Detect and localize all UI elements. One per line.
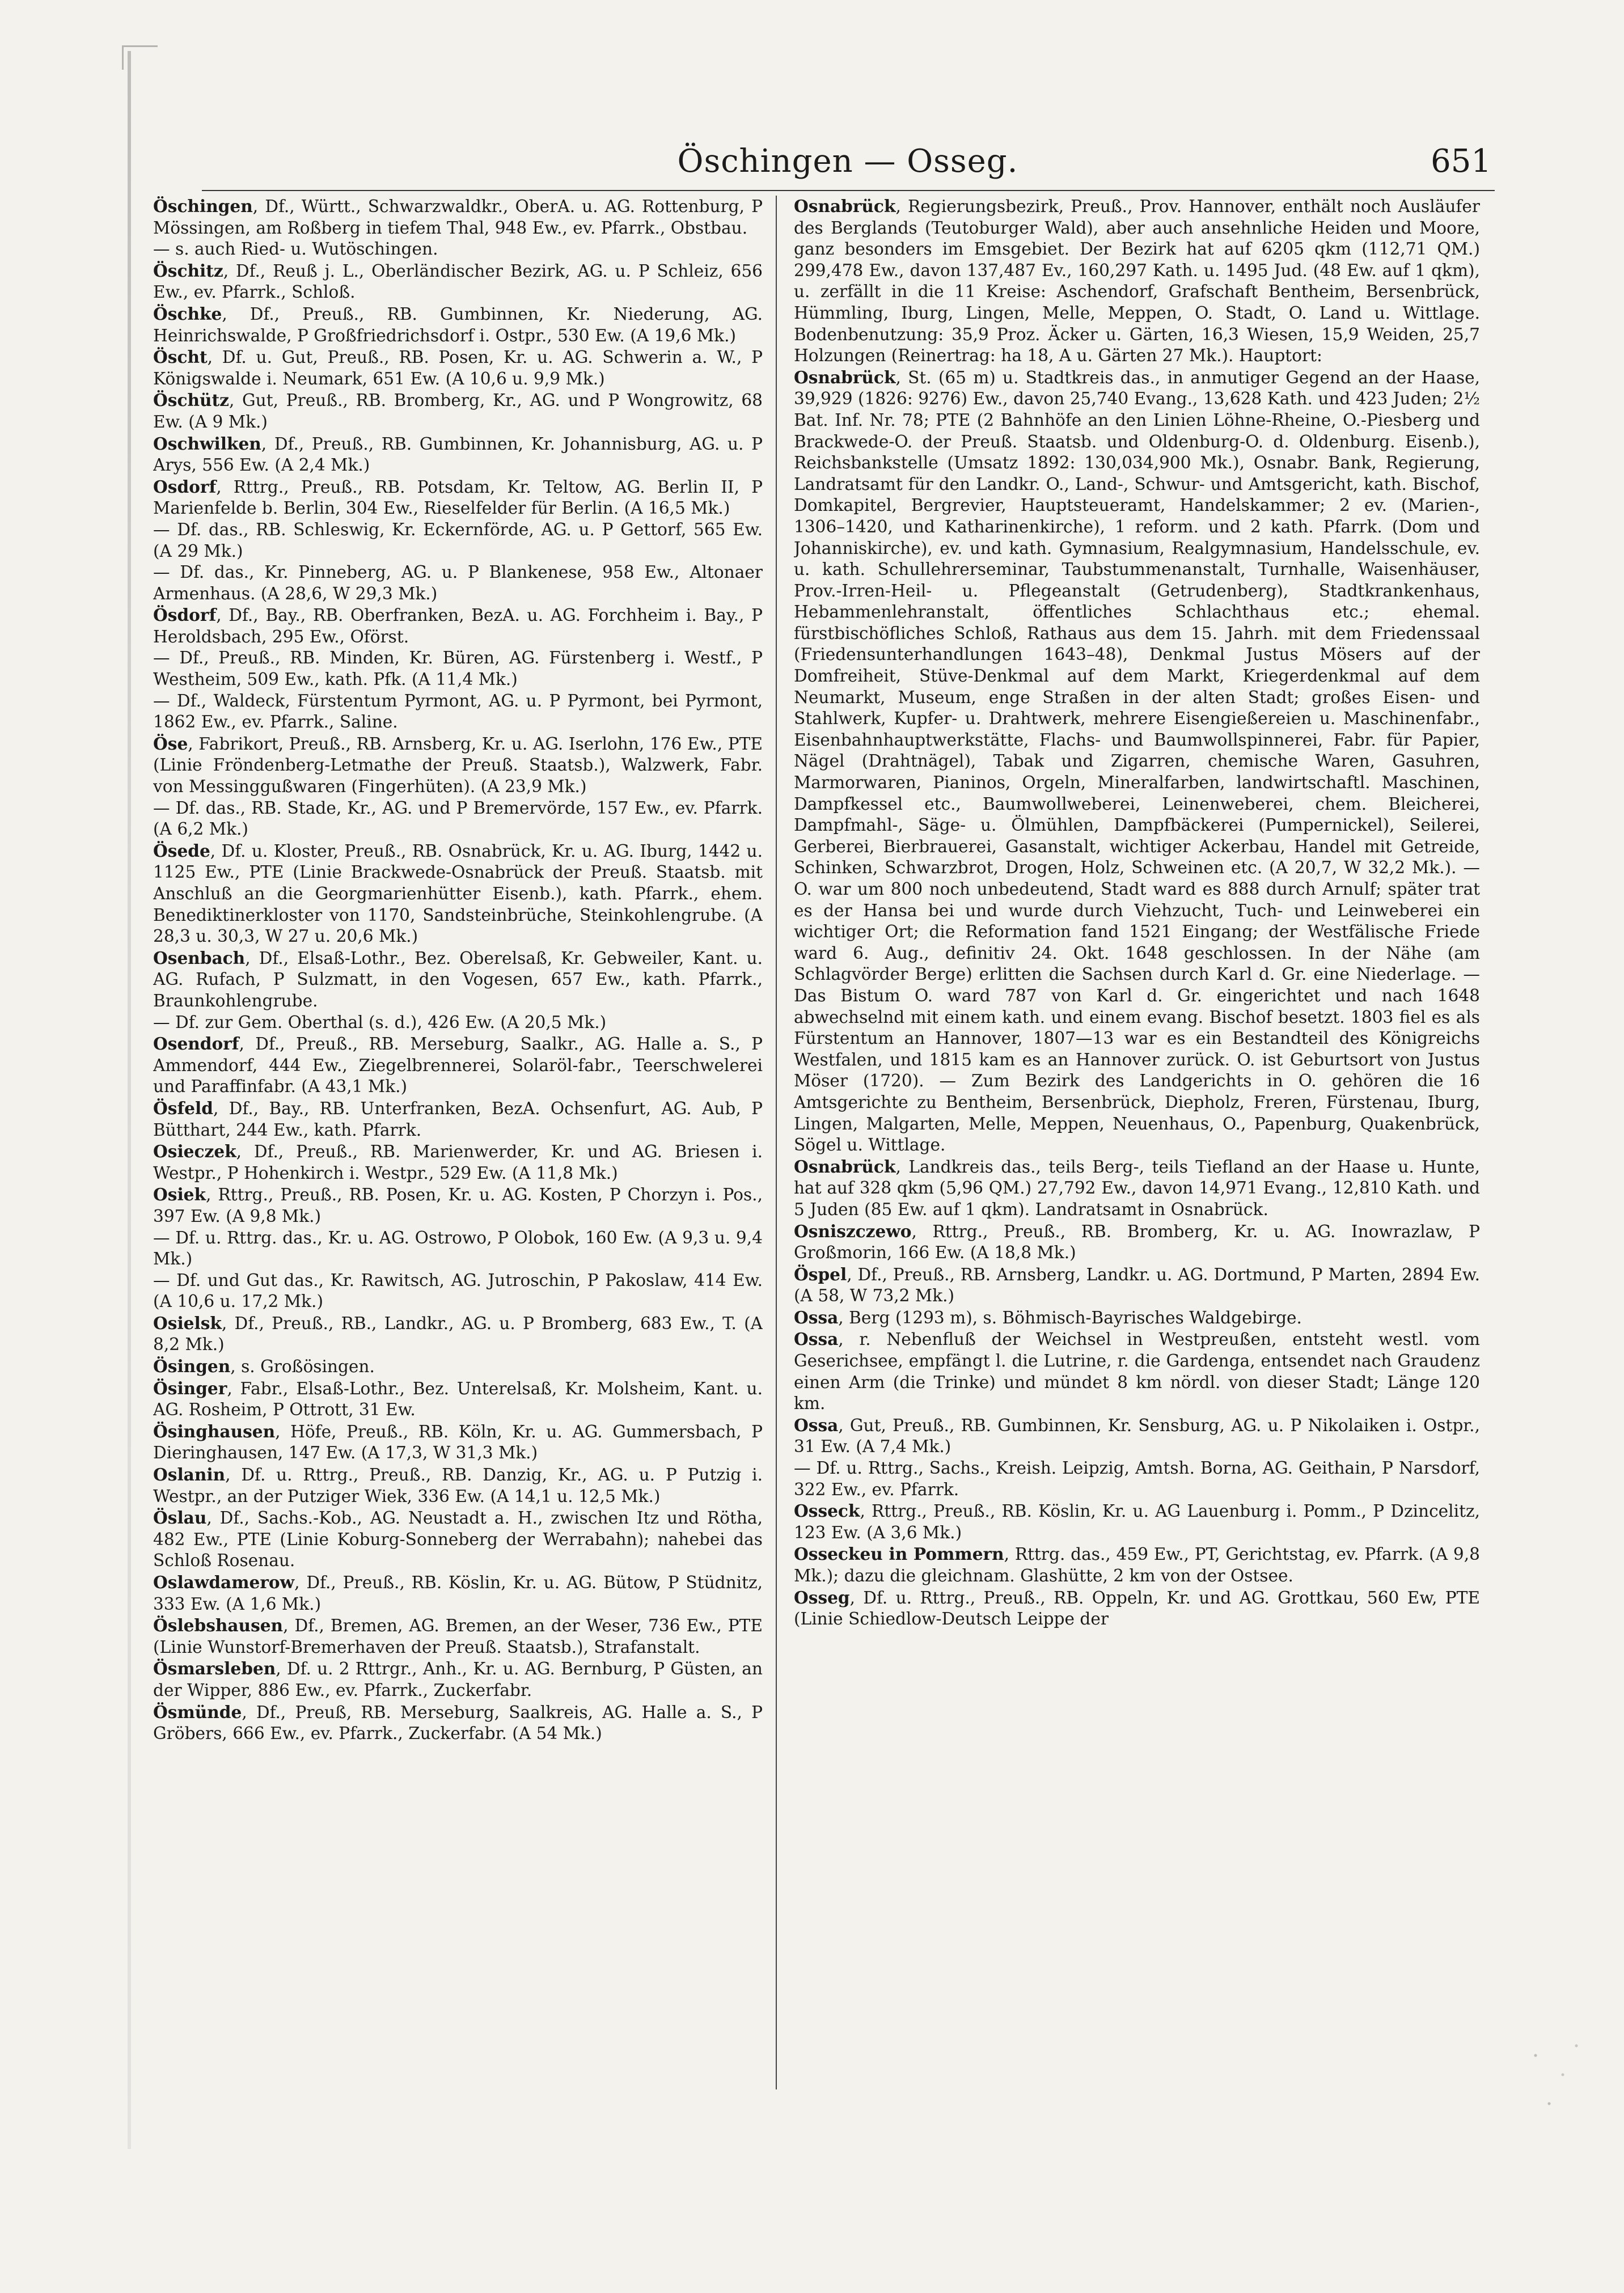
entry-headword: Öschitz xyxy=(153,260,223,281)
entry-text: Df., Preuß., RB. Marienwerder, Kr. und AG. Briesen i. Westpr., P Hohenkirch i. Westpr., 529 Ew. (A 11,8 Mk.) xyxy=(153,1142,763,1183)
entry-text: Df. u. 2 Rttrgr., Anh., Kr. u. AG. Bernburg, P Güsten, an der Wipper, 886 Ew., ev. Pfarrk., Zuckerfabr. xyxy=(153,1659,763,1700)
entry-text: Df. u. Rttrg., Preuß., RB. Danzig, Kr., AG. u. P Putzig i. Westpr., an der Putziger Wiek, 336 Ew. (A 14,1 u. 12,5 Mk.) xyxy=(153,1465,763,1506)
entry-text: Landkreis das., teils Berg-, teils Tiefland an der Haase u. Hunte, hat auf 328 qkm (5,96 QM.) 27,792 Ew., davon 14,971 Evang., 12,810 Kath. und 5 Juden (85 Ew. auf 1 qkm). Landratsamt in Osnabrück. xyxy=(794,1157,1480,1219)
entry-text: — Df. zur Gem. Oberthal (s. d.), 426 Ew. (A 20,5 Mk.) xyxy=(153,1012,607,1032)
dictionary-entry xyxy=(153,691,763,733)
entry-headword: Öspel xyxy=(794,1264,847,1284)
entry-headword: Osielsk xyxy=(153,1313,222,1333)
entry-text: Df., Preuß., RB. Gumbinnen, Kr. Johannisburg, AG. u. P Arys, 556 Ew. (A 2,4 Mk.) xyxy=(153,434,763,475)
entry-headword: Ossa xyxy=(794,1329,839,1349)
entry-headword: Osenbach xyxy=(153,947,246,968)
dictionary-entry xyxy=(153,798,763,840)
entry-headword: Ösmünde xyxy=(153,1702,242,1722)
entry-text: Df. u. Rttrg., Preuß., RB. Oppeln, Kr. und AG. Grottkau, 560 Ew, PTE (Linie Schiedlow-Deutsch Leippe der xyxy=(794,1588,1480,1629)
entry-text: — Df. und Gut das., Kr. Rawitsch, AG. Jutroschin, P Pakoslaw, 414 Ew. (A 10,6 u. 17,2 Mk.) xyxy=(153,1270,763,1312)
entry-headword: Osendorf xyxy=(153,1034,239,1054)
entry-headword: Osnabrück xyxy=(794,196,896,216)
right-column xyxy=(794,196,1480,2146)
dictionary-entry: Ösmarsleben, Df. u. 2 Rttrgr., Anh., Kr. u. AG. Bernburg, P Güsten, an der Wipper, 886 Ew., ev. Pfarrk., Zuckerfabr. xyxy=(153,1659,763,1700)
dictionary-entry: Ösinger, Fabr., Elsaß-Lothr., Bez. Unterelsaß, Kr. Molsheim, Kant. u. AG. Rosheim, P Ottrott, 31 Ew. xyxy=(153,1378,763,1420)
page-header xyxy=(204,143,1491,188)
entry-text: Df., Bay., RB. Oberfranken, BezA. u. AG. Forchheim i. Bay., P Heroldsbach, 295 Ew., Oförst. xyxy=(153,606,763,646)
entry-headword: Osniszczewo xyxy=(794,1221,912,1241)
dictionary-entry: Osnabrück, Landkreis das., teils Berg-, teils Tiefland an der Haase u. Hunte, hat auf 328 qkm (5,96 QM.) 27,792 Ew., davon 14,971 Evang., 12,810 Kath. und 5 Juden (85 Ew. auf 1 qkm). Landratsamt in Osnabrück. xyxy=(794,1156,1480,1219)
dictionary-entry: Oslanin, Df. u. Rttrg., Preuß., RB. Danzig, Kr., AG. u. P Putzig i. Westpr., an der Putziger Wiek, 336 Ew. (A 14,1 u. 12,5 Mk.) xyxy=(153,1465,763,1506)
dictionary-entry xyxy=(153,519,763,562)
entry-headword: Öse xyxy=(153,733,188,754)
entry-text: Rttrg., Preuß., RB. Köslin, Kr. u. AG Lauenburg i. Pomm., P Dzincelitz, 123 Ew. (A 3,6 Mk.) xyxy=(794,1501,1480,1542)
entry-headword: Ösfeld xyxy=(153,1098,213,1118)
entry-text: — Df. das., Kr. Pinneberg, AG. u. P Blankenese, 958 Ew., Altonaer Armenhaus. (A 28,6, W 29,3 Mk.) xyxy=(153,562,763,603)
dictionary-entry: Ossa, r. Nebenfluß der Weichsel in Westpreußen, entsteht westl. vom Geserichsee, empfängt l. die Lutrine, r. die Gardenga, entsendet nach Graudenz einen Arm (die Trinke) und mündet 8 km nördl. von dieser Stadt; Länge 120 km. xyxy=(794,1329,1480,1414)
scan-specks xyxy=(1522,2027,1590,2123)
entry-headword: Ösdorf xyxy=(153,605,217,625)
entry-headword: Osseckeu in Pommern xyxy=(794,1544,1004,1564)
entry-headword: Ösmarsleben xyxy=(153,1659,276,1679)
entry-text: Gut, Preuß., RB. Bromberg, Kr., AG. und P Wongrowitz, 68 Ew. (A 9 Mk.) xyxy=(153,391,763,431)
dictionary-entry xyxy=(153,1270,763,1313)
dictionary-entry xyxy=(153,1012,763,1034)
dictionary-entry: Oslawdamerow, Df., Preuß., RB. Köslin, Kr. u. AG. Bütow, P Stüdnitz, 333 Ew. (A 1,6 Mk.) xyxy=(153,1572,763,1614)
dictionary-entry: Ösmünde, Df., Preuß, RB. Merseburg, Saalkreis, AG. Halle a. S., P Gröbers, 666 Ew., ev. Pfarrk., Zuckerfabr. (A 54 Mk.) xyxy=(153,1702,763,1744)
entry-headword: Ösingen xyxy=(153,1356,231,1377)
entry-headword: Osiek xyxy=(153,1184,206,1205)
dictionary-entry: Osniszczewo, Rttrg., Preuß., RB. Bromberg, Kr. u. AG. Inowrazlaw, P Großmorin, 166 Ew. (A 18,8 Mk.) xyxy=(794,1221,1480,1263)
dictionary-entry: Ösfeld, Df., Bay., RB. Unterfranken, BezA. Ochsenfurt, AG. Aub, P Bütthart, 244 Ew., kath. Pfarrk. xyxy=(153,1098,763,1140)
dictionary-entry: Öse, Fabrikort, Preuß., RB. Arnsberg, Kr. u. AG. Iserlohn, 176 Ew., PTE (Linie Fröndenberg-Letmathe der Preuß. Staatsb.), Walzwerk, Fabr. von Messinggußwaren (Fingerhüten). (A 23,9 Mk.) xyxy=(153,733,763,797)
dictionary-entry: Ösdorf, Df., Bay., RB. Oberfranken, BezA. u. AG. Forchheim i. Bay., P Heroldsbach, 295 Ew., Oförst. xyxy=(153,605,763,646)
entry-text: Df., Preuß, RB. Merseburg, Saalkreis, AG. Halle a. S., P Gröbers, 666 Ew., ev. Pfarrk., Zuckerfabr. (A 54 Mk.) xyxy=(153,1702,763,1744)
entry-text: St. (65 m) u. Stadtkreis das., in anmutiger Gegend an der Haase, 39,929 (1826: 9276) Ew., davon 25,740 Evang., 13,628 Kath. und 423 Juden; 2½ Bat. Inf. Nr. 78; PTE (2 Bahnhöfe an den Linien Löhne-Rheine, O.-Piesberg und Brackwede-O. der Preuß. Staatsb. und Oldenburg-O. d. Oldenburg. Eisenb.), Reichsbankstelle (Umsatz 1892: 130,034,900 Mk.), Osnabr. Bank, Regierung, Landratsamt für den Landkr. O., Land-, Schwur- und Amtsgericht, kath. Bischof, Domkapitel, Bergrevier, Hauptsteueramt, Handelskammer; 2 ev. (Marien-, 1306–1420, und Katharinenkirche), 1 reform. und 2 kath. Pfarrk. (Dom und Johanniskirche), ev. und kath. Gymnasium, Realgymnasium, Handelsschule, ev. u. kath. Schullehrerseminar, Taubstummenanstalt, Turnhalle, Waisenhäuser, Prov.-Irren-Heil- u. Pflegeanstalt (Getrudenberg), Stadtkrankenhaus, Hebammenlehranstalt, öffentliches Schlachthaus etc.; ehemal. fürstbischöfliches Schloß, Rathaus aus dem 15. Jahrh. mit dem Friedenssaal (Friedensunterhandlungen 1643–48), Denkmal Justus Mösers auf der Domfreiheit, Stüve-Denkmal auf dem Markt, Kriegerdenkmal auf dem Neumarkt, Museum, enge Straßen in der alten Stadt; großes Eisen- und Stahlwerk, Kupfer- u. Drahtwerk, mehrere Eisengießereien u. Maschinenfabr., Eisenbahnhauptwerkstätte, Flachs- und Baumwollspinnerei, Fabr. für Papier, Nägel (Drahtnägel), Tabak und Zigarren, chemische Waren, Gasuhren, Marmorwaren, Pianinos, Orgeln, Mineralfarben, landwirtschaftl. Maschinen, Dampfkessel etc., Baumwollweberei, Leinenweberei, chem. Bleicherei, Dampfmahl-, Säge- u. Ölmühlen, Dampfbäckerei (Pumpernickel), Seilerei, Gerberei, Bierbrauerei, Gasanstalt, wichtiger Ackerbau, Handel mit Getreide, Schinken, Schwarzbrot, Drogen, Holz, Schweinen etc. (A 20,7, W 32,2 Mk.). — O. war um 800 noch unbedeutend, Stadt ward es 888 durch Arnulf; später trat es der Hansa bei und wurde durch Viehzucht, Tuch- und Leinweberei ein wichtiger Ort; die Reformation fand 1521 Eingang; der Westfälische Friede ward 6. Aug., definitiv 24. Okt. 1648 geschlossen. In der Nähe (am Schlagvörder Berge) erlitten die Sachsen durch Karl d. Gr. eine Niederlage. — Das Bistum O. ward 787 von Karl d. Gr. eingerichtet und nach 1648 abwechselnd mit einem kath. und einem evang. Bischof besetzt. 1803 fiel es als Fürstentum an Hannover, 1807—13 war es ein Bestandteil des Königreichs Westfalen, und 1815 kam es an Hannover zurück. O. ist Geburtsort von Justus Möser (1720). — Zum Bezirk des Landgerichts in O. gehören die 16 Amtsgerichte zu Bentheim, Bersenbrück, Diepholz, Freren, Fürstenau, Iburg, Lingen, Malgarten, Melle, Meppen, Neuenhaus, O., Papenburg, Quakenbrück, Sögel u. Wittlage. xyxy=(794,367,1480,1155)
dictionary-entry: Ossa, Berg (1293 m), s. Böhmisch-Bayrisches Waldgebirge. xyxy=(794,1307,1302,1327)
entry-text: Fabr., Elsaß-Lothr., Bez. Unterelsaß, Kr. Molsheim, Kant. u. AG. Rosheim, P Ottrott, 31 Ew. xyxy=(153,1378,763,1420)
entry-text: Df., Preuß., RB., Landkr., AG. u. P Bromberg, 683 Ew., T. (A 8,2 Mk.) xyxy=(153,1313,763,1355)
dictionary-entry: Öschitz, Df., Reuß j. L., Oberländischer Bezirk, AG. u. P Schleiz, 656 Ew., ev. Pfarrk., Schloß. xyxy=(153,260,763,302)
dictionary-entry: Öscht, Df. u. Gut, Preuß., RB. Posen, Kr. u. AG. Schwerin a. W., P Königswalde i. Neumark, 651 Ew. (A 10,6 u. 9,9 Mk.) xyxy=(153,347,763,388)
entry-headword: Ösinger xyxy=(153,1378,227,1398)
dictionary-entry: Osielsk, Df., Preuß., RB., Landkr., AG. u. P Bromberg, 683 Ew., T. (A 8,2 Mk.) xyxy=(153,1313,763,1355)
entry-headword: Öschingen xyxy=(153,196,253,216)
entry-text: Df., Sachs.-Kob., AG. Neustadt a. H., zwischen Itz und Rötha, 482 Ew., PTE (Linie Koburg-Sonneberg der Werrabahn); nahebei das Schloß Rosenau. xyxy=(153,1508,763,1571)
dictionary-entry: Osieczek, Df., Preuß., RB. Marienwerder, Kr. und AG. Briesen i. Westpr., P Hohenkirch i. Westpr., 529 Ew. (A 11,8 Mk.) xyxy=(153,1141,763,1183)
entry-text: Rttrg., Preuß., RB. Potsdam, Kr. Teltow, AG. Berlin II, P Marienfelde b. Berlin, 304 Ew., Rieselfelder für Berlin. (A 16,5 Mk.) xyxy=(153,477,763,518)
dictionary-entry: Öspel, Df., Preuß., RB. Arnsberg, Landkr. u. AG. Dortmund, P Marten, 2894 Ew. (A 58, W 73,2 Mk.) xyxy=(794,1264,1480,1306)
entry-text: — Df. u. Rttrg. das., Kr. u. AG. Ostrowo, P Olobok, 160 Ew. (A 9,3 u. 9,4 Mk.) xyxy=(153,1228,763,1269)
entry-text: s. Großösingen. xyxy=(241,1357,375,1377)
dictionary-entry xyxy=(153,562,763,604)
entry-headword: Osseck xyxy=(794,1501,860,1521)
entry-headword: Oschwilken xyxy=(153,433,261,454)
dictionary-entry xyxy=(153,239,763,260)
entry-headword: Osseg xyxy=(794,1587,850,1607)
dictionary-entry: Ösinghausen, Höfe, Preuß., RB. Köln, Kr. u. AG. Gummersbach, P Dieringhausen, 147 Ew. (A 17,3, W 31,3 Mk.) xyxy=(153,1421,763,1463)
binding-edge xyxy=(128,51,131,2149)
dictionary-entry: Öslebshausen, Df., Bremen, AG. Bremen, an der Weser, 736 Ew., PTE (Linie Wunstorf-Bremerhaven der Preuß. Staatsb.), Strafanstalt. xyxy=(153,1615,763,1657)
entry-text: Df., Preuß., RB. Arnsberg, Landkr. u. AG. Dortmund, P Marten, 2894 Ew. (A 58, W 73,2 Mk.) xyxy=(794,1264,1480,1306)
dictionary-entry: Osseck, Rttrg., Preuß., RB. Köslin, Kr. u. AG Lauenburg i. Pomm., P Dzincelitz, 123 Ew. (A 3,6 Mk.) xyxy=(794,1501,1480,1542)
entry-text: — Df. das., RB. Schleswig, Kr. Eckernförde, AG. u. P Gettorf, 565 Ew. (A 29 Mk.) xyxy=(153,519,763,561)
entry-headword: Osdorf xyxy=(153,476,217,497)
entry-text: Df., Württ., Schwarzwaldkr., OberA. u. AG. Rottenburg, P Mössingen, am Roßberg in tiefem Thal, 948 Ew., ev. Pfarrk., Obstbau. xyxy=(153,197,763,238)
entry-text: Df. u. Kloster, Preuß., RB. Osnabrück, Kr. u. AG. Iburg, 1442 u. 1125 Ew., PTE (Linie Brackwede-Osnabrück der Preuß. Staatsb. mit Anschluß an die Georgmarienhütter Eisenb.), kath. Pfarrk., ehem. Benediktinerkloster von 1170, Sandsteinbrüche, Steinkohlengrube. (A 28,3 u. 30,3, W 27 u. 20,6 Mk.) xyxy=(153,841,763,946)
entry-text: Fabrikort, Preuß., RB. Arnsberg, Kr. u. AG. Iserlohn, 176 Ew., PTE (Linie Fröndenberg-Letmathe der Preuß. Staatsb.), Walzwerk, Fabr. von Messinggußwaren (Fingerhüten). (A 23,9 Mk.) xyxy=(153,734,763,797)
entry-headword: Oslanin xyxy=(153,1465,226,1485)
entry-text: Df., Elsaß-Lothr., Bez. Oberelsaß, Kr. Gebweiler, Kant. u. AG. Rufach, P Sulzmatt, in den Vogesen, 657 Ew., kath. Pfarrk., Braunkohlengrube. xyxy=(153,948,763,1010)
entry-headword: Ösede xyxy=(153,840,210,861)
entry-text: Gut, Preuß., RB. Gumbinnen, Kr. Sensburg, AG. u. P Nikolaiken i. Ostpr., 31 Ew. (A 7,4 Mk.) xyxy=(794,1415,1480,1457)
entry-text: Rttrg., Preuß., RB. Posen, Kr. u. AG. Kosten, P Chorzyn i. Pos., 397 Ew. (A 9,8 Mk.) xyxy=(153,1185,763,1226)
entry-headword: Öscht xyxy=(153,347,208,367)
entry-text: Df., Preuß., RB. Köslin, Kr. u. AG. Bütow, P Stüdnitz, 333 Ew. (A 1,6 Mk.) xyxy=(153,1573,763,1614)
entry-headword: Öslau xyxy=(153,1508,207,1528)
dictionary-entry: Osiek, Rttrg., Preuß., RB. Posen, Kr. u. AG. Kosten, P Chorzyn i. Pos., 397 Ew. (A 9,8 Mk.) xyxy=(153,1184,763,1226)
entry-text: Regierungsbezirk, Preuß., Prov. Hannover, enthält noch Ausläufer des Berglands (Teutoburger Wald), aber auch ansehnliche Heiden und Moore, ganz besonders im Emsgebiet. Der Bezirk hat auf 6205 qkm (112,71 QM.) 299,478 Ew., davon 137,487 Ev., 160,297 Kath. u. 1495 Jud. (48 Ew. auf 1 qkm), u. zerfällt in die 11 Kreise: Aschendorf, Grafschaft Bentheim, Bersenbrück, Hümmling, Iburg, Lingen, Melle, Meppen, O. Stadt, O. Land u. Wittlage. Bodenbenutzung: 35,9 Proz. Äcker u. Gärten, 16,3 Wiesen, 15,9 Weiden, 25,7 Holzungen (Reinertrag: ha 18, A u. Gärten 27 Mk.). Hauptort: xyxy=(794,197,1480,366)
entry-headword: Osnabrück xyxy=(794,1156,896,1177)
entry-headword: Öschütz xyxy=(153,390,229,411)
entry-text: — s. auch Ried- u. Wutöschingen. xyxy=(153,239,438,259)
dictionary-entry: Öschütz, Gut, Preuß., RB. Bromberg, Kr., AG. und P Wongrowitz, 68 Ew. (A 9 Mk.) xyxy=(153,390,763,431)
dictionary-entry: Osdorf, Rttrg., Preuß., RB. Potsdam, Kr. Teltow, AG. Berlin II, P Marienfelde b. Berlin, 304 Ew., Rieselfelder für Berlin. (A 16,5 Mk.) xyxy=(153,476,763,518)
dictionary-entry: Osenbach, Df., Elsaß-Lothr., Bez. Oberelsaß, Kr. Gebweiler, Kant. u. AG. Rufach, P Sulzmatt, in den Vogesen, 657 Ew., kath. Pfarrk., Braunkohlengrube. xyxy=(153,947,763,1010)
dictionary-entry xyxy=(153,1228,763,1270)
dictionary-entry: Ösede, Df. u. Kloster, Preuß., RB. Osnabrück, Kr. u. AG. Iburg, 1442 u. 1125 Ew., PTE (Linie Brackwede-Osnabrück der Preuß. Staatsb. mit Anschluß an die Georgmarienhütter Eisenb.), kath. Pfarrk., ehem. Benediktinerkloster von 1170, Sandsteinbrüche, Steinkohlengrube. (A 28,3 u. 30,3, W 27 u. 20,6 Mk.) xyxy=(153,840,763,946)
entry-text: r. Nebenfluß der Weichsel in Westpreußen, entsteht westl. vom Geserichsee, empfängt l. die Lutrine, r. die Gardenga, entsendet nach Graudenz einen Arm (die Trinke) und mündet 8 km nördl. von dieser Stadt; Länge 120 km. xyxy=(794,1330,1480,1414)
dictionary-entry: Osseckeu in Pommern, Rttrg. das., 459 Ew., PT, Gerichtstag, ev. Pfarrk. (A 9,8 Mk.); dazu die gleichnam. Glashütte, 2 km von der Ostsee. xyxy=(794,1544,1480,1585)
dictionary-entry: Ösingen, s. Großösingen. xyxy=(153,1356,375,1377)
dictionary-entry: Osnabrück, Regierungsbezirk, Preuß., Prov. Hannover, enthält noch Ausläufer des Berglands (Teutoburger Wald), aber auch ansehnliche Heiden und Moore, ganz besonders im Emsgebiet. Der Bezirk hat auf 6205 qkm (112,71 QM.) 299,478 Ew., davon 137,487 Ev., 160,297 Kath. u. 1495 Jud. (48 Ew. auf 1 qkm), u. zerfällt in die 11 Kreise: Aschendorf, Grafschaft Bentheim, Bersenbrück, Hümmling, Iburg, Lingen, Melle, Meppen, O. Stadt, O. Land u. Wittlage. Bodenbenutzung: 35,9 Proz. Äcker u. Gärten, 16,3 Wiesen, 15,9 Weiden, 25,7 Holzungen (Reinertrag: ha 18, A u. Gärten 27 Mk.). Hauptort: xyxy=(794,196,1480,366)
entry-headword: Öslebshausen xyxy=(153,1615,284,1636)
entry-text: Berg (1293 m), s. Böhmisch-Bayrisches Waldgebirge. xyxy=(849,1308,1302,1327)
entry-text: Höfe, Preuß., RB. Köln, Kr. u. AG. Gummersbach, P Dieringhausen, 147 Ew. (A 17,3, W 31,3 Mk.) xyxy=(153,1422,763,1463)
entry-headword: Osieczek xyxy=(153,1141,236,1162)
entry-text: Rttrg. das., 459 Ew., PT, Gerichtstag, ev. Pfarrk. (A 9,8 Mk.); dazu die gleichnam. Glashütte, 2 km von der Ostsee. xyxy=(794,1545,1480,1585)
dictionary-entry: Osendorf, Df., Preuß., RB. Merseburg, Saalkr., AG. Halle a. S., P Ammendorf, 444 Ew., Ziegelbrennerei, Solaröl-fabr., Teerschwelerei und Paraffinfabr. (A 43,1 Mk.) xyxy=(153,1034,763,1097)
entry-headword: Ösinghausen xyxy=(153,1421,276,1441)
entry-text: Df., Preuß., RB. Gumbinnen, Kr. Niederung, AG. Heinrichswalde, P Großfriedrichsdorf i. Ostpr., 530 Ew. (A 19,6 Mk.) xyxy=(153,304,763,345)
entry-text: — Df. das., RB. Stade, Kr., AG. und P Bremervörde, 157 Ew., ev. Pfarrk. (A 6,2 Mk.) xyxy=(153,798,763,839)
entry-text: Rttrg., Preuß., RB. Bromberg, Kr. u. AG. Inowrazlaw, P Großmorin, 166 Ew. (A 18,8 Mk.) xyxy=(794,1221,1480,1263)
entry-text: Df., Bay., RB. Unterfranken, BezA. Ochsenfurt, AG. Aub, P Bütthart, 244 Ew., kath. Pfarrk. xyxy=(153,1098,763,1140)
column-divider xyxy=(776,196,777,2089)
entry-headword: Osnabrück xyxy=(794,367,896,387)
entry-headword: Ossa xyxy=(794,1307,839,1327)
entry-text: — Df. u. Rttrg., Sachs., Kreish. Leipzig, Amtsh. Borna, AG. Geithain, P Narsdorf, 322 Ew., ev. Pfarrk. xyxy=(794,1458,1480,1499)
entry-headword: Öschke xyxy=(153,303,222,324)
dictionary-entry xyxy=(153,648,763,690)
dictionary-entry: Osnabrück, St. (65 m) u. Stadtkreis das., in anmutiger Gegend an der Haase, 39,929 (1826: 9276) Ew., davon 25,740 Evang., 13,628 Kath. und 423 Juden; 2½ Bat. Inf. Nr. 78; PTE (2 Bahnhöfe an den Linien Löhne-Rheine, O.-Piesberg und Brackwede-O. der Preuß. Staatsb. und Oldenburg-O. d. Oldenburg. Eisenb.), Reichsbankstelle (Umsatz 1892: 130,034,900 Mk.), Osnabr. Bank, Regierung, Landratsamt für den Landkr. O., Land-, Schwur- und Amtsgericht, kath. Bischof, Domkapitel, Bergrevier, Hauptsteueramt, Handelskammer; 2 ev. (Marien-, 1306–1420, und Katharinenkirche), 1 reform. und 2 kath. Pfarrk. (Dom und Johanniskirche), ev. und kath. Gymnasium, Realgymnasium, Handelsschule, ev. u. kath. Schullehrerseminar, Taubstummenanstalt, Turnhalle, Waisenhäuser, Prov.-Irren-Heil- u. Pflegeanstalt (Getrudenberg), Stadtkrankenhaus, Hebammenlehranstalt, öffentliches Schlachthaus etc.; ehemal. fürstbischöfliches Schloß, Rathaus aus dem 15. Jahrh. mit dem Friedenssaal (Friedensunterhandlungen 1643–48), Denkmal Justus Mösers auf der Domfreiheit, Stüve-Denkmal auf dem Markt, Kriegerdenkmal auf dem Neumarkt, Museum, enge Straßen in der alten Stadt; großes Eisen- und Stahlwerk, Kupfer- u. Drahtwerk, mehrere Eisengießereien u. Maschinenfabr., Eisenbahnhauptwerkstätte, Flachs- und Baumwollspinnerei, Fabr. für Papier, Nägel (Drahtnägel), Tabak und Zigarren, chemische Waren, Gasuhren, Marmorwaren, Pianinos, Orgeln, Mineralfarben, landwirtschaftl. Maschinen, Dampfkessel etc., Baumwollweberei, Leinenweberei, chem. Bleicherei, Dampfmahl-, Säge- u. Ölmühlen, Dampfbäckerei (Pumpernickel), Seilerei, Gerberei, Bierbrauerei, Gasanstalt, wichtiger Ackerbau, Handel mit Getreide, Schinken, Schwarzbrot, Drogen, Holz, Schweinen etc. (A 20,7, W 32,2 Mk.). — O. war um 800 noch unbedeutend, Stadt ward es 888 durch Arnulf; später trat es der Hansa bei und wurde durch Viehzucht, Tuch- und Leinweberei ein wichtiger Ort; die Reformation fand 1521 Eingang; der Westfälische Friede ward 6. Aug., definitiv 24. Okt. 1648 geschlossen. In der Nähe (am Schlagvörder Berge) erlitten die Sachsen durch Karl d. Gr. eine Niederlage. — Das Bistum O. ward 787 von Karl d. Gr. eingerichtet und nach 1648 abwechselnd mit einem kath. und einem evang. Bischof besetzt. 1803 fiel es als Fürstentum an Hannover, 1807—13 war es ein Bestandteil des Königreichs Westfalen, und 1815 kam es an Hannover zurück. O. ist Geburtsort von Justus Möser (1720). — Zum Bezirk des Landgerichts in O. gehören die 16 Amtsgerichte zu Bentheim, Bersenbrück, Diepholz, Freren, Fürstenau, Iburg, Lingen, Malgarten, Melle, Meppen, Neuenhaus, O., Papenburg, Quakenbrück, Sögel u. Wittlage. xyxy=(794,367,1480,1155)
entry-text: — Df., Preuß., RB. Minden, Kr. Büren, AG. Fürstenberg i. Westf., P Westheim, 509 Ew., kath. Pfk. (A 11,4 Mk.) xyxy=(153,648,763,689)
entry-text: Df., Reuß j. L., Oberländischer Bezirk, AG. u. P Schleiz, 656 Ew., ev. Pfarrk., Schloß. xyxy=(153,261,763,302)
page-number: 651 xyxy=(1431,143,1491,180)
running-title: Öschingen — Osseg. xyxy=(677,143,1018,180)
entry-text: Df., Bremen, AG. Bremen, an der Weser, 736 Ew., PTE (Linie Wunstorf-Bremerhaven der Preuß. Staatsb.), Strafanstalt. xyxy=(153,1616,763,1657)
left-column xyxy=(153,196,763,2146)
dictionary-entry: Ossa, Gut, Preuß., RB. Gumbinnen, Kr. Sensburg, AG. u. P Nikolaiken i. Ostpr., 31 Ew. (A 7,4 Mk.) xyxy=(794,1415,1480,1457)
entry-text: — Df., Waldeck, Fürstentum Pyrmont, AG. u. P Pyrmont, bei Pyrmont, 1862 Ew., ev. Pfarrk., Saline. xyxy=(153,691,763,732)
entry-headword: Ossa xyxy=(794,1415,839,1435)
dictionary-entry xyxy=(794,1458,1480,1500)
dictionary-entry: Öslau, Df., Sachs.-Kob., AG. Neustadt a. H., zwischen Itz und Rötha, 482 Ew., PTE (Linie Koburg-Sonneberg der Werrabahn); nahebei das Schloß Rosenau. xyxy=(153,1508,763,1571)
entry-text: Df., Preuß., RB. Merseburg, Saalkr., AG. Halle a. S., P Ammendorf, 444 Ew., Ziegelbrennerei, Solaröl-fabr., Teerschwelerei und Paraffinfabr. (A 43,1 Mk.) xyxy=(153,1034,763,1097)
dictionary-entry: Öschke, Df., Preuß., RB. Gumbinnen, Kr. Niederung, AG. Heinrichswalde, P Großfriedrichsdorf i. Ostpr., 530 Ew. (A 19,6 Mk.) xyxy=(153,303,763,345)
dictionary-entry: Öschingen, Df., Württ., Schwarzwaldkr., OberA. u. AG. Rottenburg, P Mössingen, am Roßberg in tiefem Thal, 948 Ew., ev. Pfarrk., Obstbau. xyxy=(153,196,763,238)
entry-text: Df. u. Gut, Preuß., RB. Posen, Kr. u. AG. Schwerin a. W., P Königswalde i. Neumark, 651 Ew. (A 10,6 u. 9,9 Mk.) xyxy=(153,348,763,388)
dictionary-entry: Osseg, Df. u. Rttrg., Preuß., RB. Oppeln, Kr. und AG. Grottkau, 560 Ew, PTE (Linie Schiedlow-Deutsch Leippe der xyxy=(794,1587,1480,1629)
dictionary-entry: Oschwilken, Df., Preuß., RB. Gumbinnen, Kr. Johannisburg, AG. u. P Arys, 556 Ew. (A 2,4 Mk.) xyxy=(153,433,763,475)
entry-headword: Oslawdamerow xyxy=(153,1572,295,1592)
header-rule xyxy=(202,190,1495,191)
